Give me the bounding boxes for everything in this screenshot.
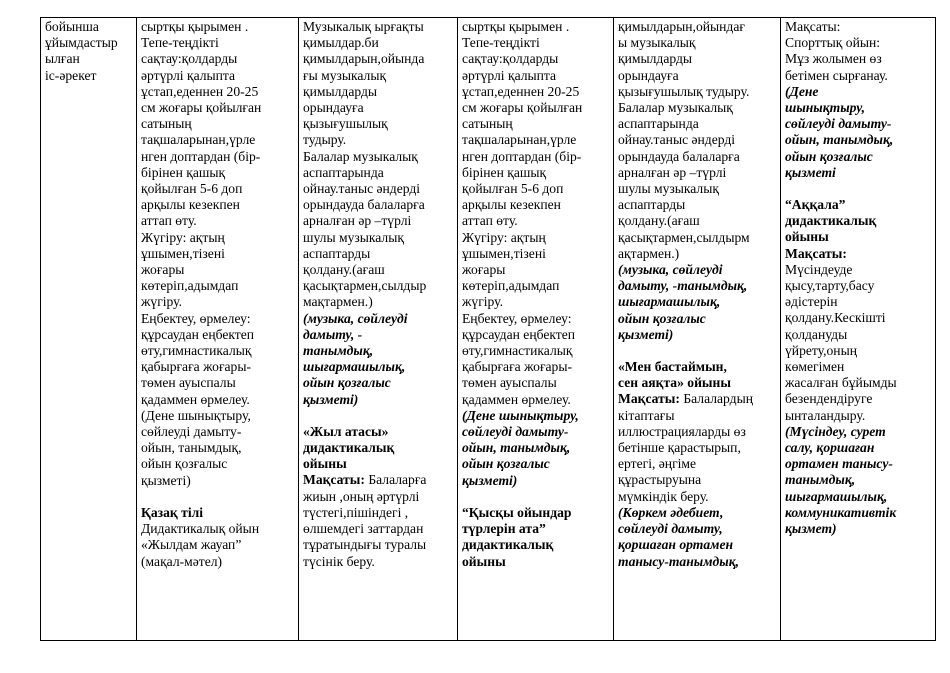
text-line: сыртқы қырымен . (462, 19, 570, 34)
text-line: «Жыл атасы» (303, 423, 389, 439)
cell-wednesday (458, 18, 614, 641)
text-line: қызметі) (462, 472, 518, 488)
text-line: құрсаудан еңбектеп (462, 326, 576, 342)
text-line: (Дене (785, 83, 819, 99)
text-line: ұшымен,тізені (141, 245, 225, 261)
text-line: қойылған 5-6 доп (462, 181, 564, 197)
text-line: ұстап,еденнен 20-25 (462, 83, 580, 99)
text-line: ұйымдастыр (45, 35, 118, 51)
text-line: танымдық, (785, 472, 856, 488)
text-line: қызметі) (618, 326, 674, 342)
text-line: Мұз жолымен өз (785, 51, 882, 67)
text-line: ғы музыкалық (303, 67, 387, 83)
text-line: безендендіруге (785, 391, 873, 407)
text-line: қадаммен өрмелеу. (462, 391, 571, 407)
text-line (618, 391, 776, 407)
text-line: дамыту, -танымдық, (618, 278, 748, 294)
text-line: қолдануды (785, 326, 848, 342)
cell-thursday (614, 18, 781, 641)
text-line: қимылдарын,ойындағ (618, 19, 745, 34)
text-line: қоршаған ортамен (618, 537, 734, 553)
text-line: ойын қозғалыс (303, 375, 391, 391)
text-line: қызмет) (785, 521, 837, 537)
text-line: ойыны (303, 456, 347, 472)
text-line: Мақсаты: (785, 19, 841, 34)
text-line: қызметі) (141, 472, 191, 488)
text-line: ойын, танымдық, (462, 440, 571, 456)
text-line: ортамен танысу- (785, 456, 893, 472)
text-line: түстегі,пішіндегі , (303, 504, 409, 520)
text-line: орындауға (303, 100, 364, 116)
text-line: жасалған бұйымды (785, 375, 897, 391)
text-line: нген доптардан (бір- (462, 148, 582, 164)
text-line: қасықтармен,сылдыр (303, 278, 427, 294)
blank-line (618, 343, 776, 359)
text-line: бетінше қарастырып, (618, 440, 741, 456)
text-line: тақшаларынан,үрле (141, 132, 256, 148)
text-line: құрастыруына (618, 472, 702, 488)
text-line: аспаптарды (618, 197, 686, 213)
text-line: қызметі (785, 164, 836, 180)
text-line: ойнау.таныс әндерді (303, 181, 421, 197)
text-line: Балалар музыкалық (618, 100, 733, 116)
text-line: Спорттық ойын: (785, 35, 881, 51)
text-line: мүмкіндік беру. (618, 488, 709, 504)
text-line: сыртқы қырымен . (141, 19, 249, 34)
text-line: сөйлеуді дамыту, (618, 521, 723, 537)
text-line: Қазақ тілі (141, 504, 204, 520)
text-line: әдістерін (785, 294, 838, 310)
text-line: дидактикалық (462, 537, 554, 553)
text-line: ертегі, әңгіме (618, 456, 697, 472)
text-line: сөйлеуді дамыту- (462, 424, 569, 440)
text-line (303, 472, 453, 488)
text-line: қадаммен өрмелеу. (141, 391, 250, 407)
goal-label: Мақсаты: (618, 391, 680, 407)
goal-text: Балалардың (679, 391, 753, 407)
goal-label: Мақсаты: (303, 472, 365, 488)
text-line: нген доптардан (бір- (141, 148, 261, 164)
blank-line (785, 181, 931, 197)
text-line: аттап өту. (462, 213, 518, 229)
text-line: сен аяқта» ойыны (618, 375, 731, 391)
text-line: «Мен бастаймын, (618, 359, 727, 375)
text-line: (Дене шынықтыру, (141, 407, 251, 423)
text-line: ойын қозғалыс (141, 456, 228, 472)
text-line: ылған (45, 51, 80, 67)
text-line: дамыту, - (303, 326, 363, 342)
text-line: іс-әрекет (45, 67, 97, 83)
text-line: (музыка, сөйлеуді (618, 262, 723, 278)
text-line: бірінен қашық (462, 164, 547, 180)
text-line: қимылдар.би (303, 35, 379, 51)
text-line: қимылдарды (303, 83, 378, 99)
text-line: құрсаудан еңбектеп (141, 326, 255, 342)
text-line: арналған әр –түрлі (618, 164, 727, 180)
text-line: қабырғаға жоғары- (141, 359, 252, 375)
text-line: аттап өту. (141, 213, 197, 229)
text-line: салу, қоршаған (785, 440, 875, 456)
text-line: ойыны (462, 553, 506, 569)
text-line: ойын қозғалыс (618, 310, 706, 326)
text-line: бойынша (45, 19, 99, 34)
blank-line (141, 489, 294, 505)
text-line: Тепе-теңдікті (141, 35, 219, 51)
text-line: шығармашылық, (303, 359, 406, 375)
text-line: ойын, танымдық, (785, 132, 894, 148)
text-line: сатының (141, 116, 192, 132)
text-line: ойын қозғалыс (462, 456, 550, 472)
text-line: орындауда балаларға (303, 197, 425, 213)
text-line: кітаптағы (618, 407, 675, 423)
text-line: сақтау:қолдарды (141, 51, 238, 67)
plan-table (40, 17, 936, 641)
cell-friday (781, 18, 936, 641)
text-line: (Көркем әдебиет, (618, 504, 724, 520)
text-line: жүгіру. (141, 294, 182, 310)
text-line: көтеріп,адымдап (462, 278, 560, 294)
text-line: (мақал-мәтел) (141, 553, 223, 569)
text-line: Мүсіндеуде (785, 261, 853, 277)
text-line: тудыру. (303, 132, 347, 148)
text-line: аспаптарында (618, 116, 699, 132)
text-line: аспаптарында (303, 164, 384, 180)
text-line: коммуникативтік (785, 504, 897, 520)
text-line: (музыка, сөйлеуді (303, 310, 408, 326)
text-line: төмен ауыспалы (141, 375, 236, 391)
text-line: бірінен қашық (141, 164, 226, 180)
text-line: ұстап,еденнен 20-25 (141, 83, 259, 99)
text-line: төмен ауыспалы (462, 375, 557, 391)
text-line: тақшаларынан,үрле (462, 132, 577, 148)
text-line: қолдану.(ағаш (303, 262, 385, 278)
text-line: см жоғары қойылған (462, 100, 583, 116)
text-line: шулы музыкалық (618, 181, 719, 197)
text-line: шығармашылық, (618, 294, 721, 310)
text-line: шулы музыкалық (303, 229, 404, 245)
text-line: қызығушылық (303, 116, 388, 132)
text-line: қызметі) (303, 391, 359, 407)
text-line: өту,гимнастикалық (462, 343, 573, 359)
blank-line (462, 489, 609, 505)
cell-tuesday (299, 18, 458, 641)
text-line: «Жылдам жауап” (141, 537, 242, 553)
text-line: ы музыкалық (618, 35, 696, 51)
text-line: ойнау.таныс әндерді (618, 132, 736, 148)
text-line: танымдық, (303, 343, 374, 359)
text-line: қимылдарын,ойында (303, 51, 425, 67)
text-line: қасықтармен,сылдырм (618, 229, 750, 245)
text-line: шығармашылық, (785, 488, 888, 504)
text-line: аспаптарды (303, 245, 371, 261)
text-line: үйрету,оның (785, 342, 857, 358)
text-line: сақтау:қолдарды (462, 51, 559, 67)
text-line: Дидактикалық ойын (141, 521, 260, 537)
text-line: әртүрлі қалыпта (141, 67, 236, 83)
text-line: ақтармен.) (618, 245, 680, 261)
text-line: мақтармен.) (303, 294, 373, 310)
text-line: түсінік беру. (303, 553, 375, 569)
text-line: (Дене шынықтыру, (462, 407, 579, 423)
text-line: ынталандыру. (785, 407, 866, 423)
text-line: жоғары (141, 262, 185, 278)
text-line: Музыкалық ырғақты (303, 19, 424, 34)
text-line: Мақсаты: (785, 245, 847, 261)
text-line: см жоғары қойылған (141, 100, 262, 116)
text-line: ойын қозғалыс (785, 148, 873, 164)
text-line: Балалар музыкалық (303, 148, 418, 164)
text-line: Еңбектеу, өрмелеу: (462, 310, 572, 326)
text-line: Жүгіру: ақтың (462, 229, 546, 245)
cell-activity-type (41, 18, 137, 641)
text-line: Еңбектеу, өрмелеу: (141, 310, 251, 326)
text-line: қабырғаға жоғары- (462, 359, 573, 375)
text-line: танысу-танымдық, (618, 553, 739, 569)
text-line: қолдану.Кескішті (785, 310, 886, 326)
text-line: қысу,тарту,басу (785, 278, 875, 294)
text-line: ойыны (785, 229, 829, 245)
text-line: орындауға (618, 67, 679, 83)
text-line: жоғары (462, 262, 506, 278)
text-line: көмегімен (785, 359, 845, 375)
text-line: қойылған 5-6 доп (141, 181, 243, 197)
text-line: “Қысқы ойындар (462, 504, 572, 520)
text-line: арқылы кезекпен (141, 197, 240, 213)
text-line: қимылдарды (618, 51, 693, 67)
text-line: тұратындығы туралы (303, 537, 427, 553)
text-line: арқылы кезекпен (462, 197, 561, 213)
text-line: Тепе-теңдікті (462, 35, 540, 51)
text-line: сатының (462, 116, 513, 132)
text-line: (Мүсіндеу, сурет (785, 423, 886, 439)
text-line: әртүрлі қалыпта (462, 67, 557, 83)
text-line: жиын ,оның әртүрлі (303, 488, 420, 504)
text-line: Жүгіру: ақтың (141, 229, 225, 245)
text-line: түрлерін ата” (462, 521, 546, 537)
text-line: орындауда балаларға (618, 148, 740, 164)
goal-text: Балаларға (364, 472, 427, 488)
text-line: ұшымен,тізені (462, 245, 546, 261)
text-line: өту,гимнастикалық (141, 343, 252, 359)
text-line: “Аққала” (785, 197, 846, 213)
cell-monday (137, 18, 299, 641)
text-line: иллюстрацияларды өз (618, 423, 746, 439)
text-line: сөйлеуді дамыту- (141, 424, 242, 440)
blank-line (303, 408, 453, 424)
text-line: көтеріп,адымдап (141, 278, 239, 294)
text-line: ойын, танымдық, (141, 440, 242, 456)
text-line: дидактикалық (785, 213, 877, 229)
text-line: қызығушылық тудыру. (618, 83, 750, 99)
text-line: арналған әр –түрлі (303, 213, 412, 229)
table-row (41, 18, 936, 641)
text-line: бетімен сырғанау. (785, 67, 888, 83)
text-line: шынықтыру, (785, 100, 866, 116)
text-line: өлшемдегі заттардан (303, 521, 424, 537)
text-line: қолдану.(ағаш (618, 213, 700, 229)
text-line: дидактикалық (303, 440, 395, 456)
text-line: сөйлеуді дамыту- (785, 116, 892, 132)
text-line: жүгіру. (462, 294, 503, 310)
